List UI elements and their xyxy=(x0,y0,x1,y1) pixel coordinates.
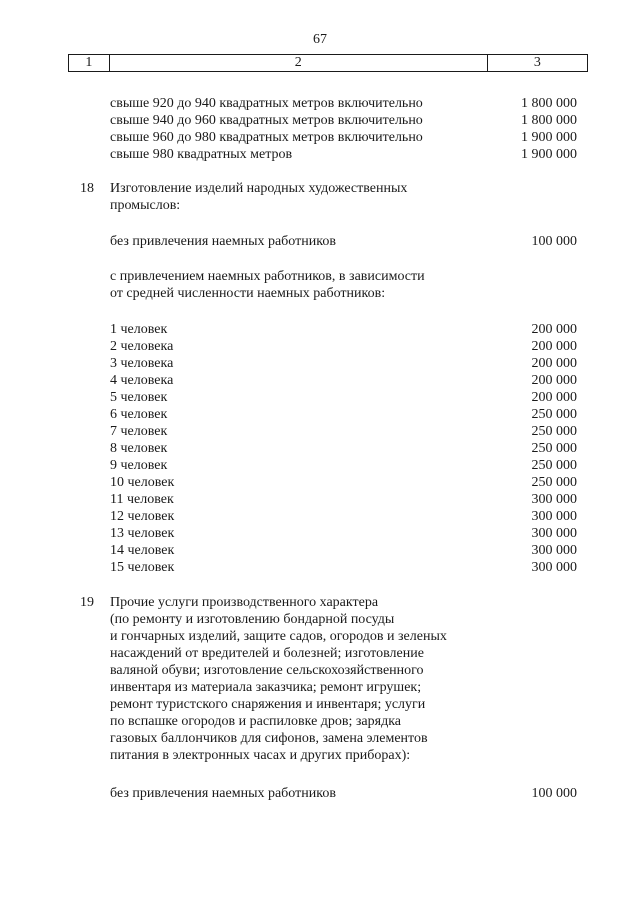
table-row xyxy=(0,268,640,285)
row-description: питания в электронных часах и других приборах): xyxy=(110,748,411,763)
row-value: 1 900 000 xyxy=(521,130,577,145)
table-row xyxy=(0,440,640,457)
header-col-1: 1 xyxy=(69,55,110,72)
row-value: 200 000 xyxy=(531,356,577,371)
row-value: 250 000 xyxy=(531,407,577,422)
table-row xyxy=(0,508,640,525)
table-row xyxy=(0,785,640,802)
row-description: валяной обуви; изготовление сельскохозяйственного xyxy=(110,663,424,678)
row-description: свыше 980 квадратных метров xyxy=(110,147,293,162)
row-description: 14 человек xyxy=(110,543,175,558)
row-value: 250 000 xyxy=(531,458,577,473)
table-row xyxy=(0,180,640,197)
header-col-2: 2 xyxy=(109,55,487,72)
row-description: с привлечением наемных работников, в зависимости xyxy=(110,269,425,284)
row-description: 4 человека xyxy=(110,373,174,388)
row-description: 13 человек xyxy=(110,526,175,541)
table-row xyxy=(0,713,640,730)
table-row xyxy=(0,491,640,508)
row-value: 100 000 xyxy=(531,786,577,801)
row-description: 11 человек xyxy=(110,492,174,507)
row-value: 250 000 xyxy=(531,441,577,456)
row-description: насаждений от вредителей и болезней; изготовление xyxy=(110,646,424,661)
table-row xyxy=(0,662,640,679)
row-value: 200 000 xyxy=(531,390,577,405)
row-value: 1 800 000 xyxy=(521,113,577,128)
row-description: 3 человека xyxy=(110,356,174,371)
row-description: 15 человек xyxy=(110,560,175,575)
table-row xyxy=(0,747,640,764)
table-row xyxy=(0,730,640,747)
row-description: 6 человек xyxy=(110,407,168,422)
row-value: 300 000 xyxy=(531,543,577,558)
table-row xyxy=(0,594,640,611)
table-row xyxy=(0,423,640,440)
table-row xyxy=(0,611,640,628)
table-row xyxy=(0,95,640,112)
row-description: 1 человек xyxy=(110,322,168,337)
table-row xyxy=(0,321,640,338)
row-description: от средней численности наемных работников: xyxy=(110,286,386,301)
table-row xyxy=(0,474,640,491)
table-row xyxy=(0,406,640,423)
row-number: 19 xyxy=(80,595,94,610)
row-description: инвентаря из материала заказчика; ремонт игрушек; xyxy=(110,680,422,695)
table-row xyxy=(0,372,640,389)
row-number: 18 xyxy=(80,181,94,196)
row-description: свыше 940 до 960 квадратных метров включительно xyxy=(110,113,423,128)
header-col-3: 3 xyxy=(487,55,587,72)
row-description: Изготовление изделий народных художественных xyxy=(110,181,408,196)
row-description: 8 человек xyxy=(110,441,168,456)
page-number: 67 xyxy=(313,32,327,47)
table-row xyxy=(0,679,640,696)
table-header xyxy=(68,54,588,72)
row-description: 12 человек xyxy=(110,509,175,524)
table-row xyxy=(0,645,640,662)
row-description: свыше 920 до 940 квадратных метров включительно xyxy=(110,96,423,111)
table-row xyxy=(0,338,640,355)
row-value: 1 900 000 xyxy=(521,147,577,162)
row-value: 1 800 000 xyxy=(521,96,577,111)
row-description: 7 человек xyxy=(110,424,168,439)
row-description: и гончарных изделий, защите садов, огородов и зеленых xyxy=(110,629,447,644)
table-row xyxy=(0,197,640,214)
row-description: ремонт туристского снаряжения и инвентаря; услуги xyxy=(110,697,426,712)
row-value: 200 000 xyxy=(531,373,577,388)
row-value: 250 000 xyxy=(531,424,577,439)
table-row xyxy=(0,146,640,163)
row-value: 300 000 xyxy=(531,492,577,507)
table-row xyxy=(0,542,640,559)
row-description: 2 человека xyxy=(110,339,174,354)
row-description: без привлечения наемных работников xyxy=(110,234,336,249)
row-value: 250 000 xyxy=(531,475,577,490)
table-row xyxy=(0,285,640,302)
row-description: 9 человек xyxy=(110,458,168,473)
row-value: 300 000 xyxy=(531,560,577,575)
row-value: 200 000 xyxy=(531,322,577,337)
row-description: Прочие услуги производственного характера xyxy=(110,595,379,610)
row-description: свыше 960 до 980 квадратных метров включительно xyxy=(110,130,423,145)
row-value: 300 000 xyxy=(531,509,577,524)
table-row xyxy=(0,525,640,542)
table-row xyxy=(0,559,640,576)
row-description: газовых баллончиков для сифонов, замена элементов xyxy=(110,731,428,746)
row-value: 300 000 xyxy=(531,526,577,541)
row-description: по вспашке огородов и распиловке дров; зарядка xyxy=(110,714,402,729)
table-row xyxy=(0,112,640,129)
table-row xyxy=(0,129,640,146)
row-description: без привлечения наемных работников xyxy=(110,786,336,801)
table-row xyxy=(0,389,640,406)
row-value: 200 000 xyxy=(531,339,577,354)
table-row xyxy=(0,696,640,713)
table-row xyxy=(0,457,640,474)
table-row xyxy=(0,355,640,372)
table-row xyxy=(0,628,640,645)
row-description: 10 человек xyxy=(110,475,175,490)
row-description: промыслов: xyxy=(110,198,181,213)
row-value: 100 000 xyxy=(531,234,577,249)
table-row xyxy=(0,233,640,250)
row-description: (по ремонту и изготовлению бондарной посуды xyxy=(110,612,395,627)
row-description: 5 человек xyxy=(110,390,168,405)
